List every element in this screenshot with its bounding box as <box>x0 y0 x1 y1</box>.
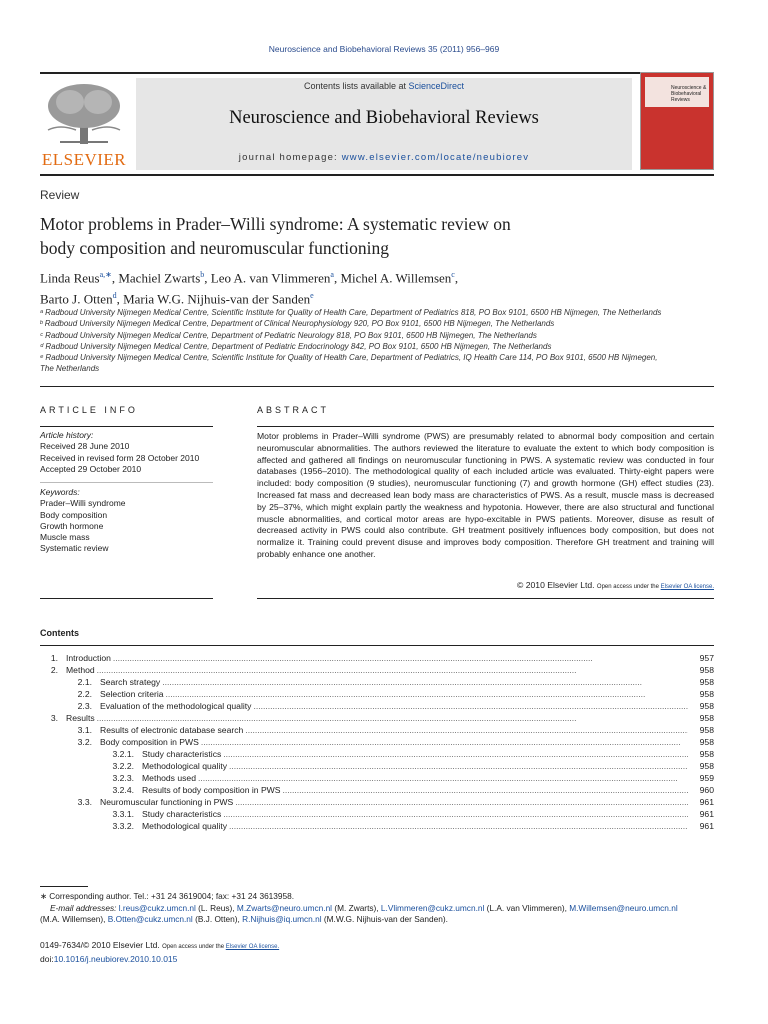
toc-entry-title[interactable]: Study characteristics <box>142 809 222 819</box>
issn-doi-block <box>40 939 440 965</box>
toc-entry-title[interactable]: Methods used <box>142 773 196 783</box>
toc-entry[interactable] <box>40 700 714 712</box>
author-affiliation-mark[interactable]: a,∗ <box>99 270 112 279</box>
toc-entry-number: 3.2.1. <box>112 749 134 759</box>
author-affiliation-mark[interactable]: d <box>112 291 117 301</box>
toc-entry[interactable] <box>40 676 714 688</box>
history-revised: Received in revised form 28 October 2010 <box>40 452 200 463</box>
toc-leader-dots <box>245 724 688 736</box>
toc-leader-dots <box>283 784 688 796</box>
history-received: Received 28 June 2010 <box>40 441 130 452</box>
email-link[interactable]: M.Zwarts@neuro.umcn.nl <box>236 902 333 913</box>
copyright-text: © 2010 Elsevier Ltd. <box>517 580 595 590</box>
toc-leader-dots <box>201 736 688 748</box>
toc-rule <box>40 645 714 646</box>
footnotes <box>40 891 720 926</box>
toc-leader-dots <box>229 820 688 832</box>
sciencedirect-link[interactable]: ScienceDirect <box>408 81 465 91</box>
toc-entry-number: 3.2. <box>77 737 92 747</box>
toc-entry-number: 2. <box>50 665 58 675</box>
toc-entry-title[interactable]: Search strategy <box>100 677 161 687</box>
email-label: E-mail addresses: <box>50 902 117 913</box>
keyword: Systematic review <box>40 543 109 554</box>
toc-entry-title[interactable]: Methodological quality <box>142 821 228 831</box>
toc-entry[interactable] <box>40 688 714 700</box>
author-line-2: Barto J. Otten$^d$, Maria W.G. Nijhuis-van der Sanden$^e$ <box>40 291 314 307</box>
toc-entry-number: 2.2. <box>77 689 92 699</box>
author-affiliation-mark[interactable]: a <box>330 270 334 279</box>
toc-entry-number: 3.3. <box>77 797 92 807</box>
toc-entry-page: 958 <box>699 725 714 735</box>
toc-entry-page: 957 <box>699 653 714 663</box>
keyword: Prader–Willi syndrome <box>40 498 126 509</box>
oa-license-link[interactable]: Elsevier OA license. <box>660 584 714 590</box>
contents-prefix: Contents lists available at <box>303 81 409 91</box>
toc-entry-page: 961 <box>699 797 714 807</box>
affiliation-d: ᵈ Radboud University Nijmegen Medical Centre, Department of Pediatric Endocrinology 842, PO Box 9101, 6500 HB Nijmegen, The Netherlands <box>40 341 552 351</box>
open-access-prefix: Open access under the <box>596 584 661 590</box>
issn-line <box>40 939 440 953</box>
doi-line <box>40 953 440 965</box>
toc-leader-dots <box>97 712 688 724</box>
history-label: Article history: <box>40 430 94 440</box>
toc-entry-number: 3.3.2. <box>112 821 134 831</box>
author-affiliation-mark[interactable]: c <box>451 270 455 279</box>
toc-entry-number: 3. <box>50 713 58 723</box>
author-name: Michel A. Willemsen <box>340 270 452 286</box>
history-accepted: Accepted 29 October 2010 <box>40 463 142 474</box>
toc-entry-page: 961 <box>699 821 714 831</box>
toc-entry-number: 2.3. <box>77 701 92 711</box>
toc-entry[interactable] <box>40 712 714 724</box>
homepage-prefix: journal homepage: <box>238 152 342 163</box>
toc-leader-dots <box>162 676 688 688</box>
toc-entry[interactable] <box>40 736 714 748</box>
journal-title: Neuroscience and Biobehavioral Reviews <box>229 108 539 128</box>
toc-entry-title[interactable]: Selection criteria <box>100 689 164 699</box>
header-rule <box>40 72 714 74</box>
toc-entry-page: 958 <box>699 665 714 675</box>
email-addresses-cont: (M.A. Willemsen), B.Otten@cukz.umcn.nl (B.J. Otten), R.Nijhuis@iq.umcn.nl (M.W.G. Nijhuis-van der Sanden). <box>40 914 448 924</box>
toc-entry-title[interactable]: Methodological quality <box>142 761 228 771</box>
toc-entry-title[interactable]: Introduction <box>66 653 111 663</box>
affiliation-b: ᵇ Radboud University Nijmegen Medical Centre, Department of Clinical Neurophysiology 920, PO Box 9101, 6500 HB Nijmegen, The Netherlands <box>40 319 555 329</box>
header-bottom-rule <box>40 174 714 176</box>
issn-text: 0149-7634/© 2010 Elsevier Ltd. <box>40 940 160 950</box>
issn-oa-license-link[interactable]: Elsevier OA license. <box>225 944 280 950</box>
doi-link[interactable]: 10.1016/j.neubiorev.2010.10.015 <box>53 954 178 964</box>
toc-leader-dots <box>223 808 688 820</box>
author-name: Leo A. van Vlimmeren <box>210 270 331 286</box>
email-link[interactable]: l.reus@cukz.umcn.nl <box>118 902 196 913</box>
toc-entry-number: 2.1. <box>77 677 92 687</box>
affiliation-a: ᵃ Radboud University Nijmegen Medical Centre, Scientific Institute for Quality of Health Care, Department of Pediatrics 818, PO Box 9101, 6500 HB Nijmegen, The Netherlands <box>40 308 662 317</box>
toc-entry-title[interactable]: Evaluation of the methodological quality <box>100 701 252 711</box>
keyword: Growth hormone <box>40 520 104 531</box>
keywords <box>40 487 215 555</box>
toc-leader-dots <box>113 652 688 664</box>
article-type: Review <box>40 188 80 202</box>
journal-citation: Neuroscience and Biobehavioral Reviews 35 (2011) 956–969 <box>268 44 500 54</box>
toc-entry-number: 3.2.4. <box>112 785 134 795</box>
toc-entry[interactable] <box>40 664 714 676</box>
email-link[interactable]: M.Willemsen@neuro.umcn.nl <box>569 902 678 913</box>
toc-entry-page: 958 <box>699 701 714 711</box>
history-divider <box>40 482 213 483</box>
email-addresses: E-mail addresses: l.reus@cukz.umcn.nl (L. Reus), M.Zwarts@neuro.umcn.nl (M. Zwarts), L.Vlimmeren@cukz.umcn.nl (L.A. van Vlimmeren), M.Willemsen@neuro.umcn.nl <box>50 902 678 913</box>
keyword: Muscle mass <box>40 532 90 543</box>
toc-entry-number: 3.2.3. <box>112 773 134 783</box>
toc-entry-title[interactable]: Method <box>66 665 95 675</box>
keyword: Body composition <box>40 509 108 520</box>
toc-entry-page: 960 <box>699 785 714 795</box>
author-line-1: Linda Reus$^{a,∗}$, Machiel Zwarts$^b$, Leo A. van Vlimmeren$^a$, Michel A. Willemsen$^c$, <box>40 270 459 286</box>
elsevier-wordmark: ELSEVIER <box>41 150 127 169</box>
affiliations-rule <box>40 386 714 387</box>
toc-entry[interactable] <box>40 808 714 820</box>
author-name: Barto J. Otten <box>40 291 113 307</box>
author-affiliation-mark[interactable]: b <box>200 270 205 279</box>
toc-entry-page: 958 <box>699 749 714 759</box>
toc-leader-dots <box>97 664 688 676</box>
homepage-link[interactable]: www.elsevier.com/locate/neubiorev <box>341 152 530 163</box>
toc-heading: Contents <box>40 628 79 638</box>
toc-leader-dots <box>223 748 688 760</box>
abstract-heading: ABSTRACT <box>257 405 330 415</box>
toc-entry-page: 958 <box>699 737 714 747</box>
abstract-text: Motor problems in Prader–Willi syndrome (PWS) are presumably related to abnormal body composition and certain neuromuscular abnormalities. The authors reviewed the literature to evaluate the extent to which body composition is affected and gathered all findings on neuromuscular functioning in PWS. A systematic review was conducted in four databases (1956–2010). The methodological quality of each included article was evaluated. Thirty-eight papers were included: body composition (9 studies), neuromuscular functioning (7) and growth hormone (GH) effect studies (23). Increased fat mass and decreased lean body mass are characteristics of PWS. As a result, muscle mass is decreased by 25–37%, which might explain partly the weakness and hypotonia. However, there are also structural and functional muscle abnormalities, and cortical motor areas are hypo-excitable in PWS patients. Moreover, disuse as result of decreased activity in PWS could also contribute. GH treatment positively influences body composition, but does not normalize it. Training could prevent disuse and improves body composition. Therefore GH treatment and training will probably enhance one another. <box>257 431 714 559</box>
article-title-line-2: body composition and neuromuscular functioning <box>40 238 389 258</box>
email-link[interactable]: L.Vlimmeren@cukz.umcn.nl <box>380 902 485 913</box>
toc-entry-page: 959 <box>699 773 714 783</box>
toc-entry-page: 958 <box>699 713 714 723</box>
toc-entry[interactable] <box>40 724 714 736</box>
toc-entry-number: 3.3.1. <box>112 809 134 819</box>
toc-entry-title[interactable]: Results <box>66 713 95 723</box>
issn-oa-prefix: Open access under the <box>162 944 226 950</box>
affiliation-e-cont: The Netherlands <box>40 364 100 374</box>
toc-entry-title[interactable]: Body composition in PWS <box>100 737 199 747</box>
article-title <box>40 212 680 260</box>
toc-leader-dots <box>235 796 688 808</box>
abstract-bottom-rule <box>257 598 714 599</box>
toc-entry-page: 958 <box>699 689 714 699</box>
toc-entry-page: 958 <box>699 677 714 687</box>
toc-leader-dots <box>198 772 688 784</box>
article-history <box>40 430 215 475</box>
author-name: Linda Reus <box>40 270 100 286</box>
toc-entry[interactable] <box>40 748 714 760</box>
email-link[interactable]: R.Nijhuis@iq.umcn.nl <box>242 914 322 924</box>
author-list <box>40 266 680 309</box>
toc-entry[interactable] <box>40 760 714 772</box>
toc-entry-title[interactable]: Results of electronic database search <box>100 725 244 735</box>
author-affiliation-mark[interactable]: e <box>310 291 314 301</box>
toc-entry-page: 961 <box>699 809 714 819</box>
abstract-top-rule <box>257 426 714 427</box>
doi-prefix: doi: <box>40 954 54 964</box>
footnote-rule <box>40 886 88 887</box>
keywords-label: Keywords: <box>40 487 80 497</box>
toc-entry-number: 3.1. <box>77 725 92 735</box>
affiliation-e: ᵉ Radboud University Nijmegen Medical Centre, Scientific Institute for Quality of Health Care, Department of Pediatrics, IQ Health Care 114, PO Box 9101, 6500 HB Nijmegen, <box>40 353 658 363</box>
article-info-bottom-rule <box>40 598 213 599</box>
toc-entry[interactable] <box>40 820 714 832</box>
toc-entry-title[interactable]: Results of body composition in PWS <box>142 785 281 795</box>
article-title-line-1: Motor problems in Prader–Willi syndrome: A systematic review on <box>40 214 511 234</box>
toc-entry-title[interactable]: Neuromuscular functioning in PWS <box>100 797 234 807</box>
article-info-top-rule <box>40 426 213 427</box>
abstract-copyright <box>257 580 714 590</box>
toc-leader-dots <box>229 760 688 772</box>
toc-entry[interactable] <box>40 772 714 784</box>
author-name: Maria W.G. Nijhuis-van der Sanden <box>123 291 311 307</box>
toc-entry-page: 958 <box>699 761 714 771</box>
affiliation-c: ᶜ Radboud University Nijmegen Medical Centre, Department of Pediatric Neurology 818, PO Box 9101, 6500 HB Nijmegen, The Netherlands <box>40 330 537 340</box>
toc-leader-dots <box>166 688 688 700</box>
toc-entry-number: 1. <box>50 653 58 663</box>
toc-entry-number: 3.2.2. <box>112 761 134 771</box>
table-of-contents <box>40 652 714 832</box>
author-name: Machiel Zwarts <box>118 270 201 286</box>
toc-leader-dots <box>253 700 688 712</box>
toc-entry[interactable] <box>40 652 714 664</box>
affiliations <box>40 307 720 375</box>
email-link[interactable]: B.Otten@cukz.umcn.nl <box>107 914 193 924</box>
cover-title: Neuroscience & Biobehavioral Reviews <box>671 85 707 103</box>
toc-entry[interactable] <box>40 784 714 796</box>
toc-entry-title[interactable]: Study characteristics <box>142 749 222 759</box>
journal-homepage <box>136 152 632 163</box>
journal-cover-thumbnail <box>640 72 714 170</box>
contents-availability <box>136 81 632 91</box>
toc-entry[interactable] <box>40 796 714 808</box>
corresponding-author-note: ∗ Corresponding author. Tel.: +31 24 3619004; fax: +31 24 3613958. <box>40 891 295 901</box>
article-info-heading: ARTICLE INFO <box>40 405 138 415</box>
